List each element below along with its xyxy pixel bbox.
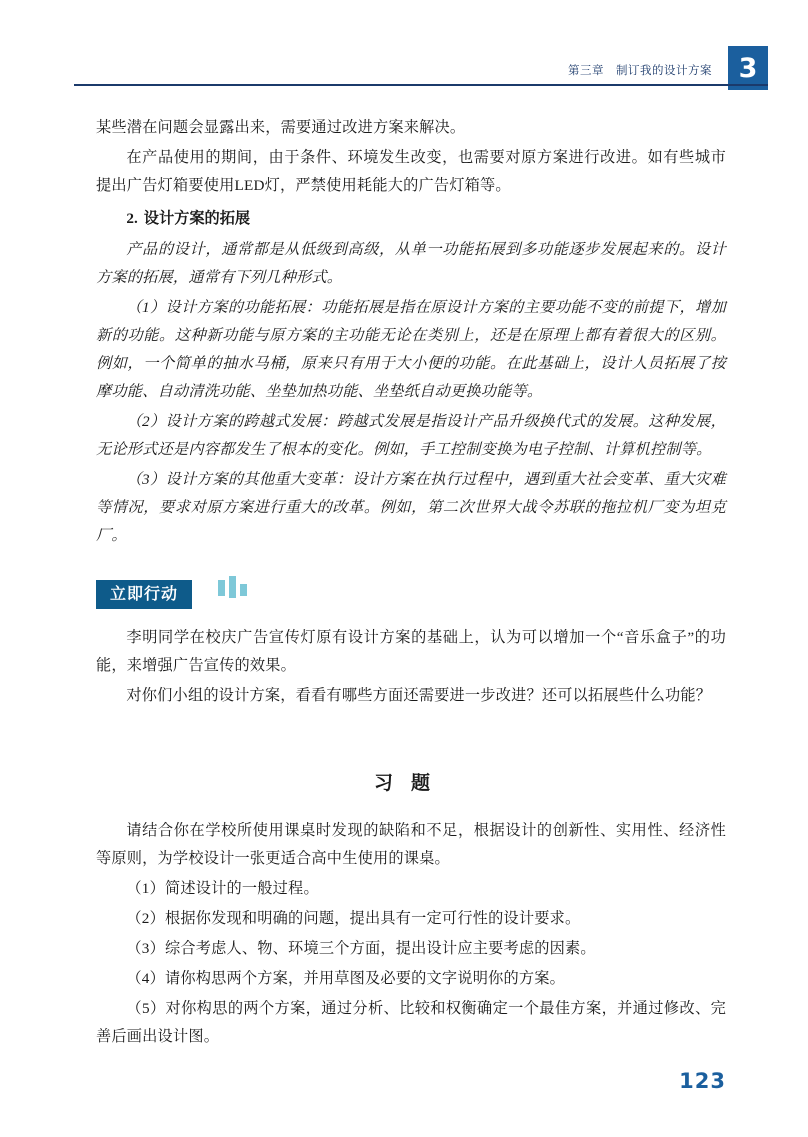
section-heading-number: 2. — [126, 210, 138, 227]
paragraph-6: （3）设计方案的其他重大变革：设计方案在执行过程中，遇到重大社会变革、重大灾难等情况，要求对原方案进行重大的改革。例如，第二次世界大战令苏联的拖拉机厂变为坦克厂。 — [96, 471, 726, 544]
action-paragraph-2: 对你们小组的设计方案，看看有哪些方面还需要进一步改进？还可以拓展些什么功能？ — [126, 687, 712, 704]
exercise-intro: 请结合你在学校所使用课桌时发现的缺陷和不足，根据设计的创新性、实用性、经济性等原则，为学校设计一张更适合高中生使用的课桌。 — [96, 822, 726, 867]
exercise-item-3: （3）综合考虑人、物、环境三个方面，提出设计应主要考虑的因素。 — [126, 940, 596, 957]
action-box-header — [96, 580, 726, 614]
page-content — [96, 114, 726, 1053]
page-number: 123 — [679, 1069, 726, 1093]
page-header — [0, 46, 808, 86]
paragraph-3: 产品的设计，通常都是从低级到高级，从单一功能拓展到多功能逐步发展起来的。设计方案的拓展，通常有下列几种形式。 — [96, 241, 726, 286]
header-divider — [74, 84, 768, 86]
action-paragraph-1: 李明同学在校庆广告宣传灯原有设计方案的基础上，认为可以增加一个“音乐盒子”的功能，来增强广告宣传的效果。 — [96, 629, 726, 674]
badge-decoration-icon — [218, 578, 258, 608]
exercise-item-4: （4）请你构思两个方案，并用草图及必要的文字说明你的方案。 — [126, 970, 566, 987]
paragraph-2: 在产品使用的期间，由于条件、环境发生改变，也需要对原方案进行改进。如有些城市提出广告灯箱要使用LED灯，严禁使用耗能大的广告灯箱等。 — [96, 149, 726, 194]
paragraph-5: （2）设计方案的跨越式发展：跨越式发展是指设计产品升级换代式的发展。这种发展，无论形式还是内容都发生了根本的变化。例如，手工控制变换为电子控制、计算机控制等。 — [96, 413, 726, 458]
exercise-item-2: （2）根据你发现和明确的问题，提出具有一定可行性的设计要求。 — [126, 910, 581, 927]
paragraph-4: （1）设计方案的功能拓展：功能拓展是指在原设计方案的主要功能不变的前提下，增加新的功能。这种新功能与原方案的主功能无论在类别上，还是在原理上都有着很大的区别。例如，一个简单的抽水马桶，原来只有用于大小便的功能。在此基础上，设计人员拓展了按摩功能、自动清洗功能、坐垫加热功能、坐垫纸自动更换功能等。 — [96, 299, 726, 400]
italic-paragraph-group — [96, 236, 726, 550]
exercise-item-1: （1）简述设计的一般过程。 — [126, 880, 319, 897]
section-heading-text: 设计方案的拓展 — [143, 210, 251, 227]
section-heading — [96, 204, 726, 234]
exercise-item-5: （5）对你构思的两个方案，通过分析、比较和权衡确定一个最佳方案，并通过修改、完善后画出设计图。 — [96, 1000, 726, 1045]
exercise-title: 习题 — [373, 773, 448, 794]
action-badge-label: 立即行动 — [96, 580, 192, 609]
chapter-number-badge: 3 — [728, 46, 768, 90]
paragraph-1: 某些潜在问题会显露出来，需要通过改进方案来解决。 — [96, 119, 466, 136]
chapter-label: 第三章 制订我的设计方案 — [568, 63, 712, 77]
